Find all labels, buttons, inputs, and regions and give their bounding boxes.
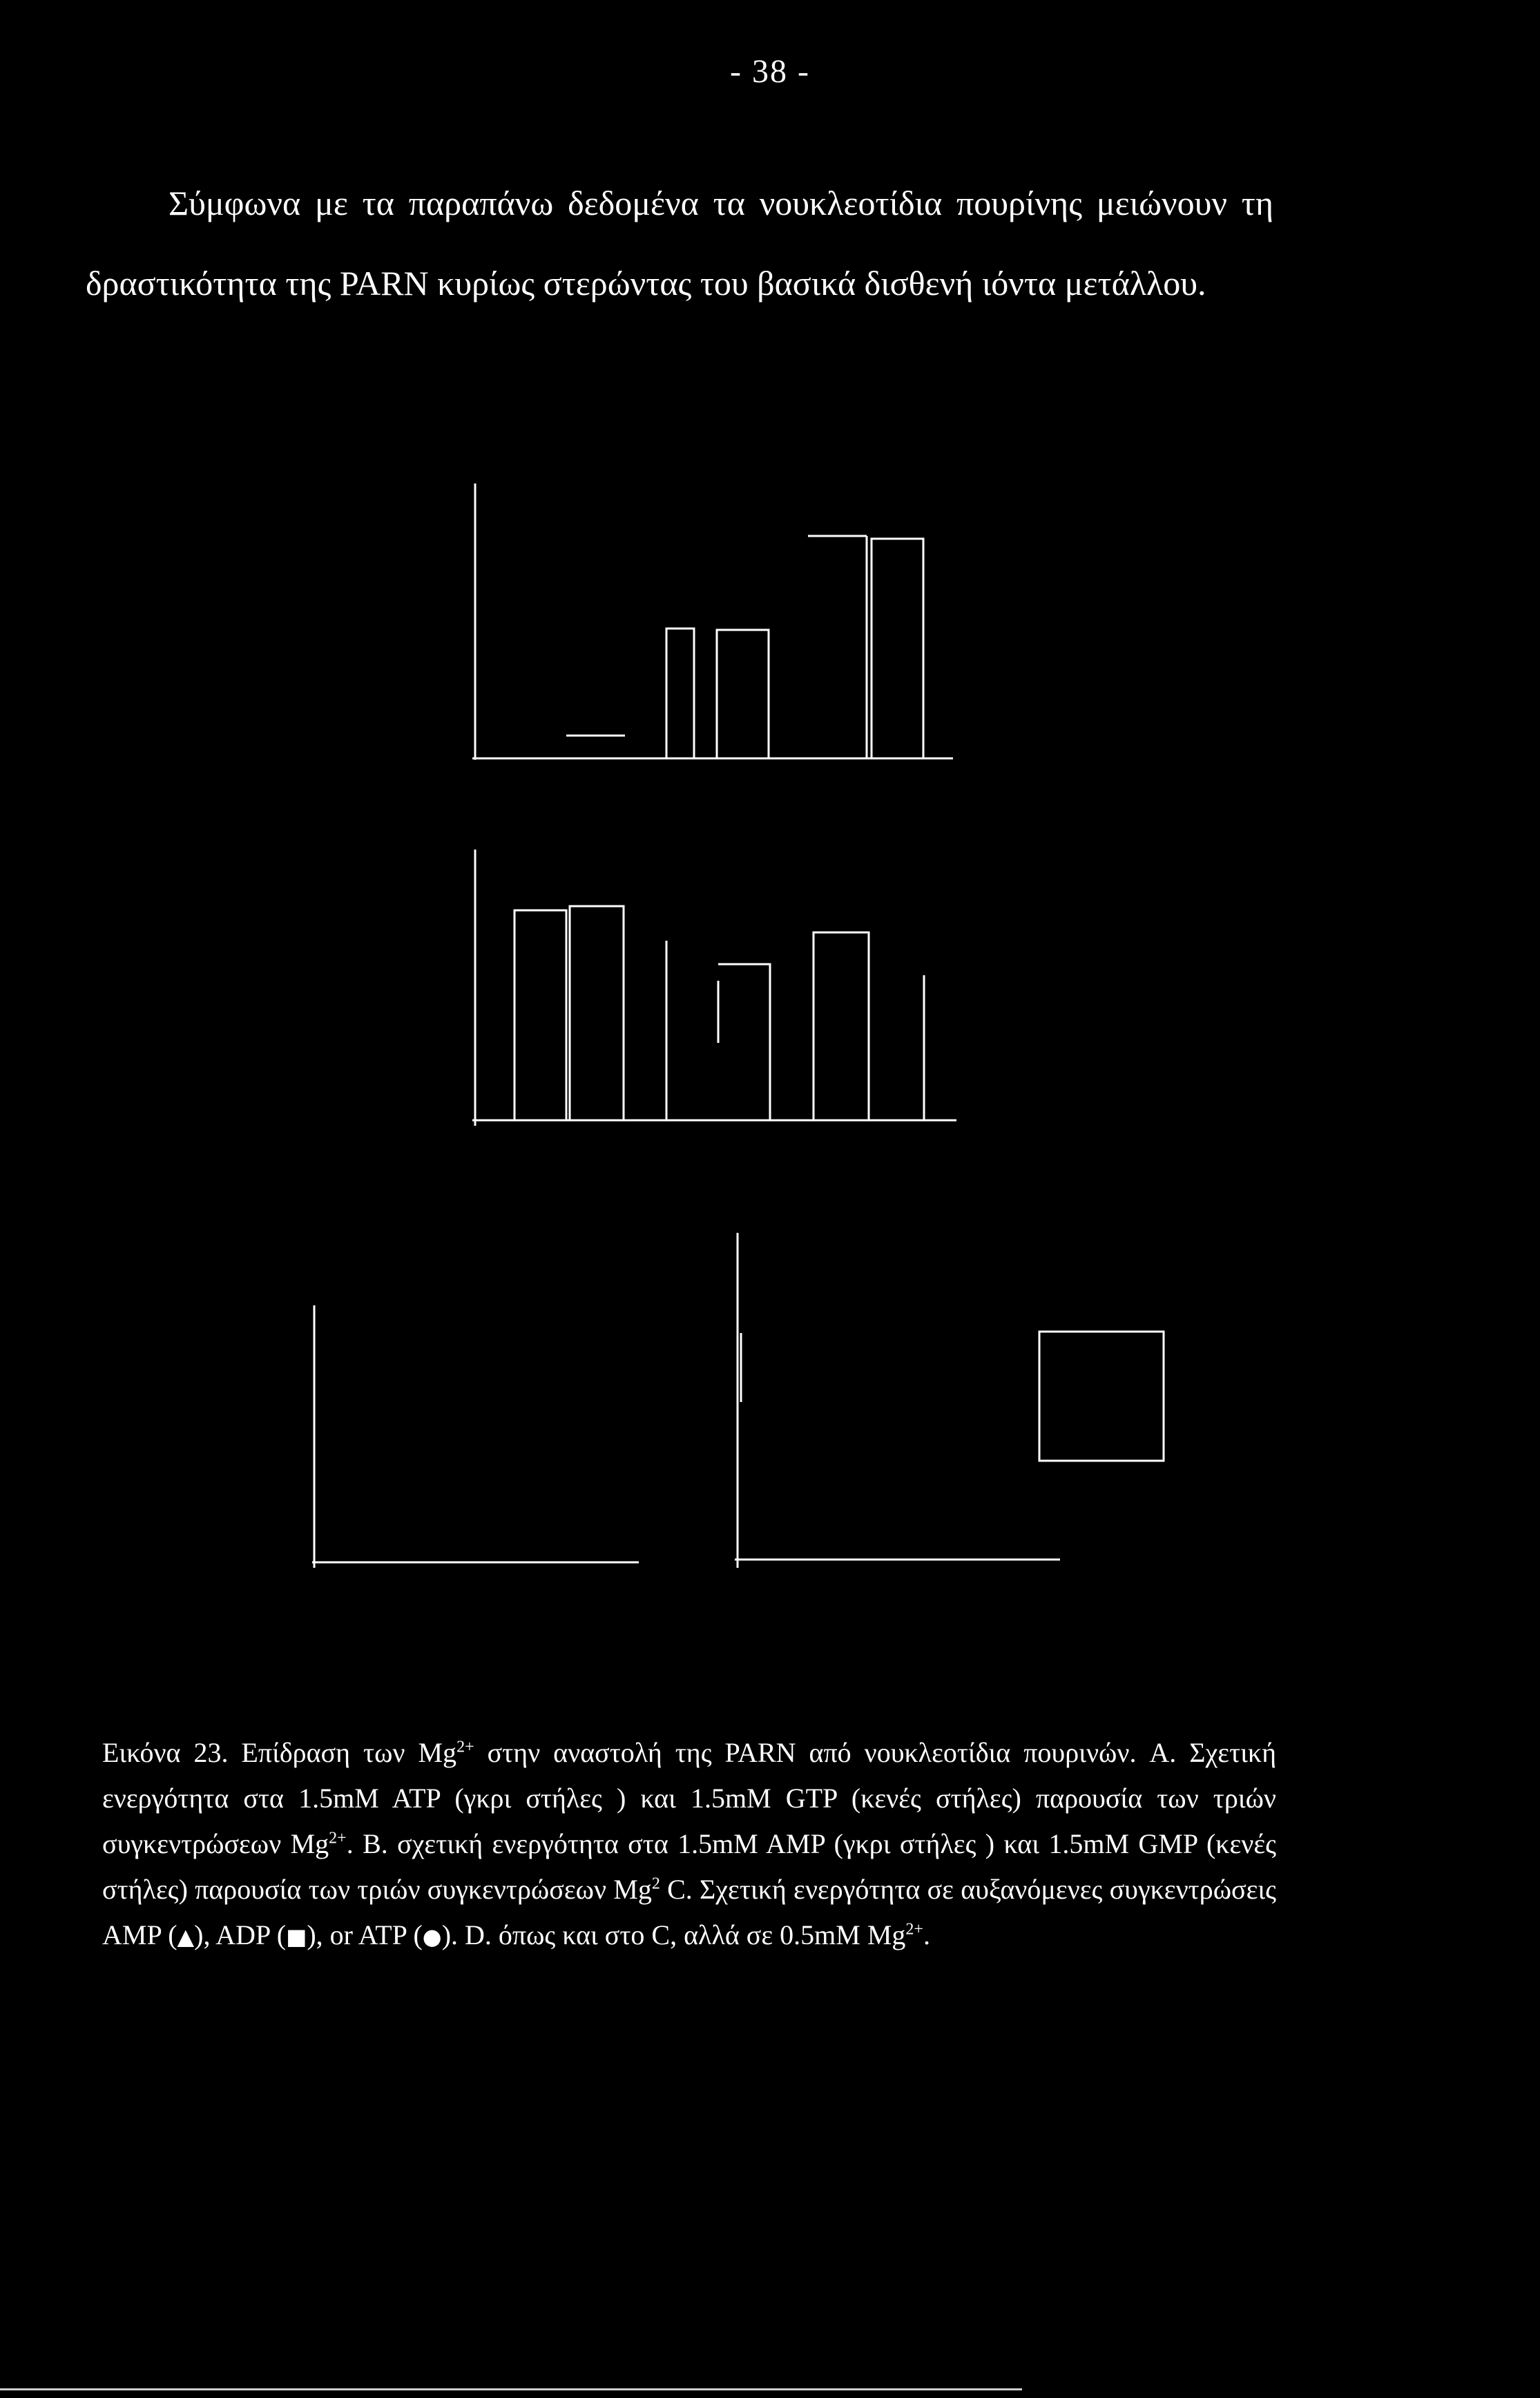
caption-text-7: ). D. όπως και στο C, αλλά σε 0.5mM Mg [441,1919,906,1950]
panel-a-bar-3 [717,630,769,758]
circle-icon: ● [422,1924,442,1950]
panel-c-chart [312,1305,639,1568]
panel-b-bar-2 [570,906,624,1120]
caption-text-3: . B. σχετική ενεργότητα στα 1.5mM AMP (γκρι στήλες ) και 1.5mM GMP (κενές στήλες) παρουσία των τριών συγκεντρώσεων Mg [102,1828,1276,1905]
caption-superscript-3: 2 [651,1874,660,1893]
panel-b-bar-5 [718,964,770,1120]
caption-superscript-2: 2+ [329,1829,347,1848]
bottom-rule [0,2388,1022,2390]
caption-text-1: Εικόνα 23. Επίδραση των Mg [102,1737,457,1768]
panel-b-chart [472,850,956,1126]
panel-a-bar-5 [872,539,923,758]
panel-b-bar-6 [814,932,869,1120]
caption-superscript-4: 2+ [905,1920,923,1939]
panel-a-chart [472,483,953,760]
panel-d-chart [735,1233,1060,1568]
body-paragraph: Σύμφωνα με τα παραπάνω δεδομένα τα νουκλεοτίδια πουρίνης μειώνουν τη δραστικότητα της PARN κυρίως στερώντας του βασικά δισθενή ιόντα μετάλλου. [86,184,1273,303]
triangle-icon: ▲ [177,1924,195,1950]
page-number: - 38 - [730,53,810,90]
figure-caption [102,1730,1276,1959]
square-icon: ■ [286,1924,307,1950]
panel-b-bar-1 [514,910,566,1120]
caption-text-6: ), or ATP ( [307,1919,423,1950]
caption-text-4: C. Σχετική ενεργότητα σε αυξανόμενες συγκεντρώσεις AMP ( [102,1874,1276,1950]
panel-a-bar-2 [666,629,694,758]
legend-box [1039,1332,1164,1461]
caption-text-8: . [923,1919,930,1950]
caption-superscript-1: 2+ [456,1738,474,1756]
caption-text-2: στην αναστολή της PARN από νουκλεοτίδια πουρινών. A. Σχετική ενεργότητα στα 1.5mM ATP (γκρι στήλες ) και 1.5mM GTP (κενές στήλες) παρουσία των τριών συγκεντρώσεων Mg [102,1737,1277,1859]
caption-text-5: ), ADP ( [194,1919,287,1950]
